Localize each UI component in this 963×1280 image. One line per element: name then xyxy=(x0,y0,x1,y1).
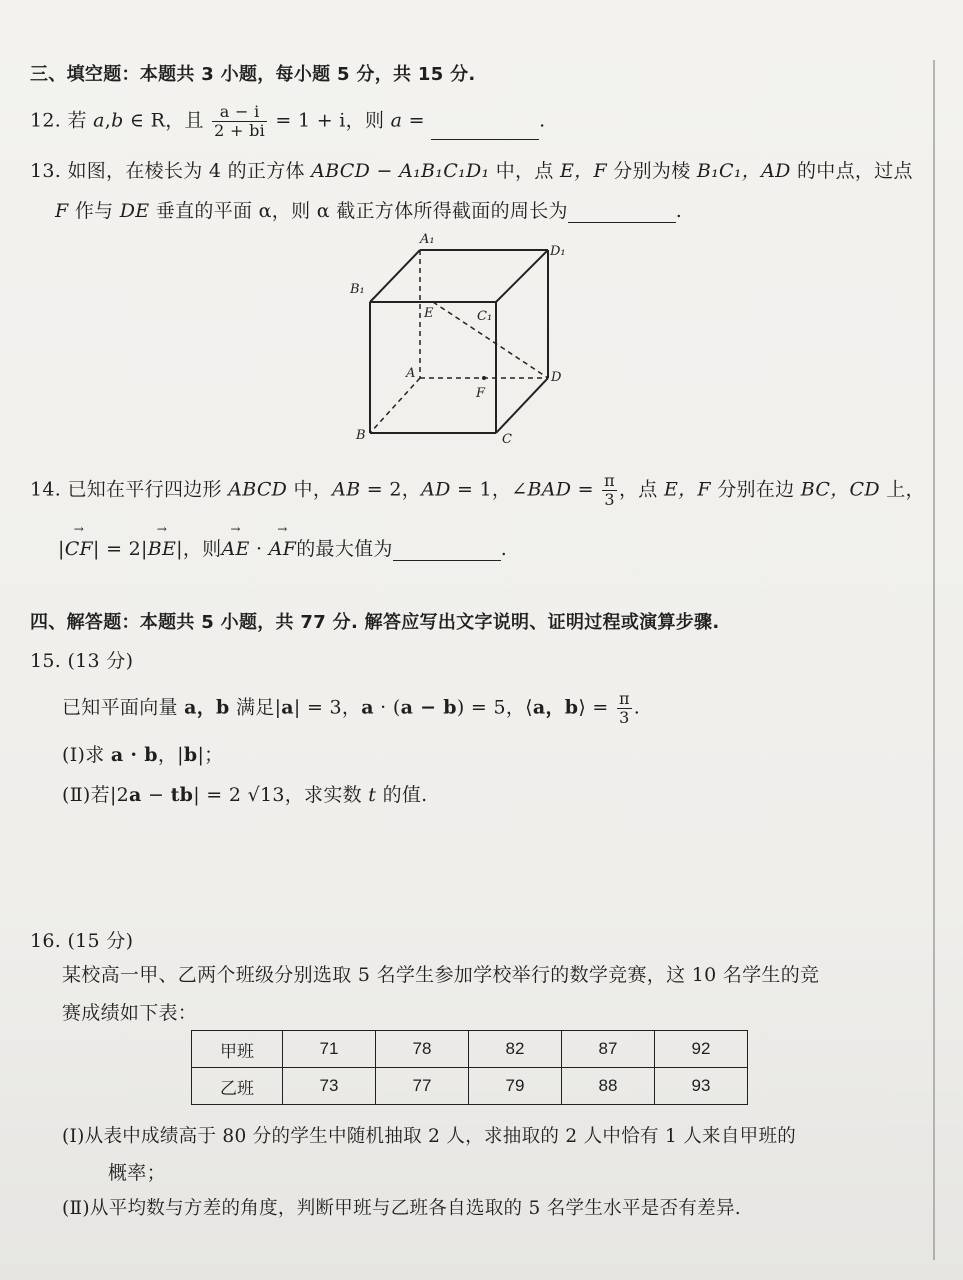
q15-amb: a − b xyxy=(400,696,457,719)
q14-text-b: 中， xyxy=(287,478,333,501)
q12-text2: ∈ R，且 xyxy=(123,109,204,132)
q15-text-f: ⟩ = xyxy=(578,696,615,719)
cube-figure xyxy=(340,225,600,450)
q14-vec-ae: → AE xyxy=(221,538,249,560)
row-label: 甲班 xyxy=(192,1031,283,1068)
label-b: B xyxy=(356,428,366,443)
q14-text-m: 的最大值为 xyxy=(296,538,393,560)
table-row xyxy=(192,1068,748,1105)
point-f-dot xyxy=(482,376,486,380)
q16-stem-line1: 某校高一甲、乙两个班级分别选取 5 名学生参加学校举行的数学竞赛，这 10 名学生的竞 xyxy=(62,964,820,986)
row-label: 乙班 xyxy=(192,1068,283,1105)
table-cell: 71 xyxy=(283,1031,376,1068)
q15-p2-t: t xyxy=(368,784,377,806)
section4-header: 四、解答题：本题共 5 小题，共 77 分. 解答应写出文字说明、证明过程或演算步骤. xyxy=(30,612,720,633)
label-d1: D₁ xyxy=(550,244,566,259)
score-table xyxy=(191,1030,748,1105)
q14-frac-num: π xyxy=(604,471,615,490)
q14-text-i: | xyxy=(58,538,65,560)
q14-ef: E，F xyxy=(663,478,711,501)
q13-edges: B₁C₁，AD xyxy=(696,160,791,182)
q15-p1-a: (Ⅰ)求 xyxy=(62,744,111,766)
page-edge xyxy=(933,60,935,1260)
section3-header: 三、填空题：本题共 3 小题，每小题 5 分，共 15 分. xyxy=(30,64,476,85)
q12-answer-blank[interactable] xyxy=(431,121,539,140)
table-cell: 88 xyxy=(562,1068,655,1105)
edge-ab-hidden xyxy=(370,378,420,433)
q14-text-a: 14. 已知在平行四边形 xyxy=(30,478,229,501)
label-a: A xyxy=(406,366,416,381)
q14-text-e: = xyxy=(571,478,601,501)
question-14-line2 xyxy=(58,534,507,561)
q15-text-a: 已知平面向量 xyxy=(62,696,185,719)
q15-p2-c: | = 2 √13，求实数 xyxy=(193,784,369,806)
q15-text-c: | = 3， xyxy=(293,696,362,719)
label-a1: A₁ xyxy=(420,232,435,247)
label-e: E xyxy=(424,306,434,321)
q13-cube-name: ABCD − A₁B₁C₁D₁ xyxy=(311,160,490,182)
q16-part1-line2: 概率； xyxy=(108,1162,166,1184)
table-cell: 92 xyxy=(655,1031,748,1068)
q12-text4: = xyxy=(402,109,432,132)
q13-line-de: DE xyxy=(119,200,150,222)
q14-bccd: BC，CD xyxy=(800,478,880,501)
edge-d1c1 xyxy=(496,250,548,302)
q14-text-g: 分别在边 xyxy=(710,478,801,501)
q15-p1-bb: b xyxy=(183,744,198,766)
q15-part2 xyxy=(62,780,428,807)
table-cell: 78 xyxy=(376,1031,469,1068)
q14-text-c: = 2， xyxy=(360,478,422,501)
q13-point-f: F xyxy=(55,200,69,222)
table-cell: 87 xyxy=(562,1031,655,1068)
q12-text3: = 1 + i，则 xyxy=(269,109,391,132)
q14-text-f: ，点 xyxy=(619,478,664,501)
q12-comma: , xyxy=(104,109,112,132)
q13-end: . xyxy=(675,200,683,222)
q15-stem xyxy=(62,690,640,727)
q15-text-b: 满足| xyxy=(229,696,282,719)
q14-end: . xyxy=(500,538,508,560)
q12-fraction xyxy=(212,103,267,140)
q12-frac-num: a − i xyxy=(212,103,267,122)
q14-text-l: · xyxy=(249,538,269,560)
q16-stem-line2: 赛成绩如下表： xyxy=(62,1002,198,1024)
label-f: F xyxy=(476,386,486,401)
q13-text-a: 13. 如图，在棱长为 4 的正方体 xyxy=(30,160,312,182)
q13-text-f: 垂直的平面 α，则 α 截正方体所得截面的周长为 xyxy=(149,200,568,222)
q16-part1-line1: (Ⅰ)从表中成绩高于 80 分的学生中随机抽取 2 人，求抽取的 2 人中恰有 1 人来自甲班的 xyxy=(62,1126,797,1147)
q14-ab: AB xyxy=(332,478,361,501)
q14-frac-den: 3 xyxy=(604,490,615,509)
q12-var-a2: a xyxy=(390,109,403,132)
label-c: C xyxy=(502,432,512,447)
table-cell: 82 xyxy=(469,1031,562,1068)
q15-p1-c: |； xyxy=(197,744,224,766)
q13-points-ef: E，F xyxy=(560,160,607,182)
q14-vec-af: → AF xyxy=(269,538,297,560)
q12-var-a: a xyxy=(93,109,105,132)
q15-p1-b: ，| xyxy=(157,744,184,766)
table-cell: 93 xyxy=(655,1068,748,1105)
q12-var-b: b xyxy=(111,109,124,132)
q15-p2-d: 的值. xyxy=(376,784,428,806)
q13-text-b: 中，点 xyxy=(489,160,560,182)
table-cell: 79 xyxy=(469,1068,562,1105)
q14-bad: BAD xyxy=(527,478,572,501)
q13-answer-blank[interactable] xyxy=(568,204,676,223)
q12-frac-den: 2 + bi xyxy=(214,121,266,140)
q15-p2-a: (Ⅱ)若|2 xyxy=(62,784,130,806)
q14-text-d: = 1，∠ xyxy=(450,478,528,501)
q16-part2: (Ⅱ)从平均数与方差的角度，判断甲班与乙班各自选取的 5 名学生水平是否有差异. xyxy=(62,1198,741,1219)
q13-text-d: 的中点，过点 xyxy=(790,160,913,182)
q15-part1 xyxy=(62,740,223,767)
q14-fraction xyxy=(602,472,617,509)
q15-p2-b: − xyxy=(141,784,171,806)
q14-ad: AD xyxy=(421,478,451,501)
q15-fraction xyxy=(617,690,632,727)
label-b1: B₁ xyxy=(350,282,365,297)
label-d: D xyxy=(551,370,562,385)
q13-text-e: 作与 xyxy=(68,200,120,222)
q15-p2-a2: a xyxy=(129,784,142,806)
q14-abcd: ABCD xyxy=(228,478,288,501)
q15-text-d: · ( xyxy=(373,696,401,719)
question-13-line2 xyxy=(55,196,682,223)
q15-ab: a，b xyxy=(184,696,230,719)
q14-answer-blank[interactable] xyxy=(393,542,501,561)
q15-p2-tb: tb xyxy=(170,784,194,806)
table-cell: 73 xyxy=(283,1068,376,1105)
edge-b1a1 xyxy=(370,250,420,302)
q12-prefix: 12. 若 xyxy=(30,109,87,132)
q15-p1-expr: a · b xyxy=(110,744,158,766)
q14-text-k: |，则 xyxy=(176,538,222,560)
question-14-line1 xyxy=(30,472,925,509)
q12-end: . xyxy=(539,109,546,132)
q14-vec-be: → BE xyxy=(148,538,176,560)
q14-text-h: 上， xyxy=(879,478,925,501)
q15-stem-end: . xyxy=(633,696,641,719)
q15-frac-num: π xyxy=(618,689,630,708)
table-cell: 77 xyxy=(376,1068,469,1105)
label-c1: C₁ xyxy=(477,309,493,324)
question-13-line1 xyxy=(30,156,913,183)
table-row xyxy=(192,1031,748,1068)
q14-vec-cf: → CF xyxy=(65,538,93,560)
q13-text-c: 分别为棱 xyxy=(606,160,697,182)
q15-text-e: ) = 5，⟨ xyxy=(456,696,533,719)
q15-title: 15. (13 分) xyxy=(30,650,134,672)
q15-frac-den: 3 xyxy=(619,708,630,727)
q15-ab2: a，b xyxy=(532,696,579,719)
q15-a3: a xyxy=(361,696,374,719)
q16-title: 16. (15 分) xyxy=(30,930,134,952)
q15-a2: a xyxy=(281,696,294,719)
q14-text-j: | = 2| xyxy=(93,538,148,560)
edge-dc xyxy=(496,378,548,433)
question-12 xyxy=(30,103,545,140)
